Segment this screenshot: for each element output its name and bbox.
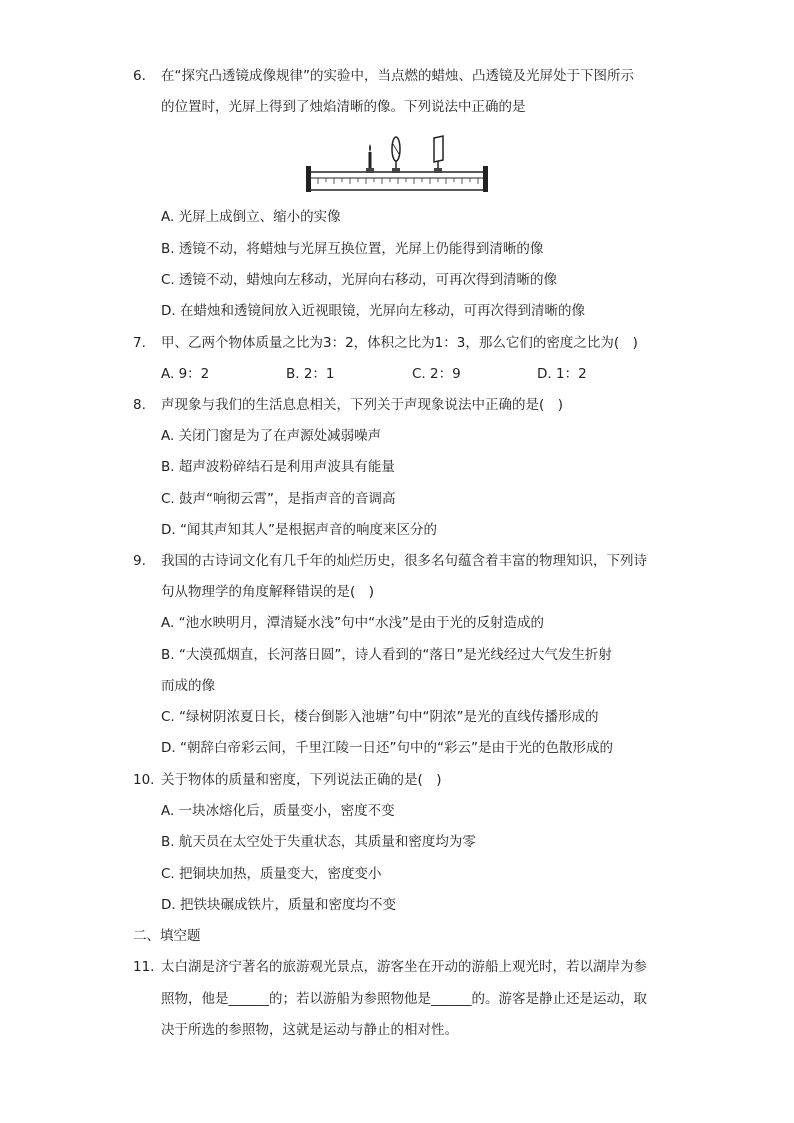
question-10-text-line-1: 关于物体的质量和密度，下列说法正确的是( ): [161, 772, 442, 788]
question-6-option-d: D. 在蜡烛和透镜间放入近视眼镜，光屏向左移动，可再次得到清晰的像: [161, 303, 585, 319]
question-6-number: 6.: [133, 68, 146, 84]
question-7-option-a: A. 9：2: [161, 366, 210, 382]
question-11-number: 11.: [133, 959, 155, 975]
question-6-text-line-1: 在“探究凸透镜成像规律”的实验中，当点燃的蜡烛、凸透镜及光屏处于下图所示: [161, 68, 634, 84]
question-8-option-b: B. 超声波粉碎结石是利用声波具有能量: [161, 459, 395, 475]
light-screen-icon: [434, 136, 443, 173]
candle-icon: [366, 144, 374, 173]
question-7-text-line-1: 甲、乙两个物体质量之比为3：2，体积之比为1：3，那么它们的密度之比为( ): [161, 335, 638, 351]
question-8-number: 8.: [133, 397, 146, 413]
question-9-option-d: D. “朝辞白帝彩云间，千里江陵一日还”句中的“彩云”是由于光的色散形成的: [161, 740, 613, 756]
section-title: 二、填空题: [133, 928, 201, 944]
question-11-text-line-2: 照物，他是______的；若以游船为参照物他是______的。游客是静止还是运动，取: [161, 991, 647, 1007]
question-7-option-d: D. 1：2: [537, 366, 587, 382]
question-7-option-b: B. 2：1: [286, 366, 335, 382]
question-9-option-a: A. “池水映明月，潭清疑水浅”句中“水浅”是由于光的反射造成的: [161, 615, 545, 631]
question-6-option-a: A. 光屏上成倒立、缩小的实像: [161, 209, 341, 225]
question-10-option-b: B. 航天员在太空处于失重状态，其质量和密度均为零: [161, 834, 476, 850]
question-9-option-c: C. “绿树阴浓夏日长，楼台倒影入池塘”句中“阴浓”是光的直线传播形成的: [161, 709, 599, 725]
question-6-option-b: B. 透镜不动，将蜡烛与光屏互换位置，光屏上仍能得到清晰的像: [161, 241, 544, 257]
question-8-option-d: D. “闻其声知其人”是根据声音的响度来区分的: [161, 522, 437, 538]
question-9-option-b-continued: 而成的像: [161, 678, 215, 694]
question-9-text-line-2: 句从物理学的角度解释错误的是( ): [161, 584, 375, 600]
question-9-option-b: B. “大漠孤烟直，长河落日圆”，诗人看到的“落日”是光线经过大气发生折射: [161, 647, 612, 663]
question-7-option-c: C. 2：9: [412, 366, 461, 382]
convex-lens-icon: [392, 137, 400, 173]
optical-bench-figure: [306, 134, 488, 200]
question-8-text-line-1: 声现象与我们的生活息息相关，下列关于声现象说法中正确的是( ): [161, 397, 564, 413]
question-11-text-line-3: 决于所选的参照物，这就是运动与静止的相对性。: [161, 1022, 458, 1038]
question-6-option-c: C. 透镜不动，蜡烛向左移动，光屏向右移动，可再次得到清晰的像: [161, 272, 558, 288]
question-6-text-line-2: 的位置时，光屏上得到了烛焰清晰的像。下列说法中正确的是: [161, 99, 526, 115]
question-11-text-line-1: 太白湖是济宁著名的旅游观光景点，游客坐在开动的游船上观光时，若以湖岸为参: [161, 959, 647, 975]
question-9-number: 9.: [133, 553, 146, 569]
question-10-option-c: C. 把铜块加热，质量变大，密度变小: [161, 866, 382, 882]
question-10-option-a: A. 一块冰熔化后，质量变小，密度不变: [161, 803, 395, 819]
question-10-number: 10.: [133, 772, 155, 788]
question-10-option-d: D. 把铁块碾成铁片，质量和密度均不变: [161, 897, 396, 913]
question-8-option-a: A. 关闭门窗是为了在声源处减弱噪声: [161, 428, 382, 444]
question-8-option-c: C. 鼓声“响彻云霄”，是指声音的音调高: [161, 491, 396, 507]
question-9-text-line-1: 我国的古诗词文化有几千年的灿烂历史，很多名句蕴含着丰富的物理知识，下列诗: [161, 553, 647, 569]
question-7-number: 7.: [133, 335, 146, 351]
